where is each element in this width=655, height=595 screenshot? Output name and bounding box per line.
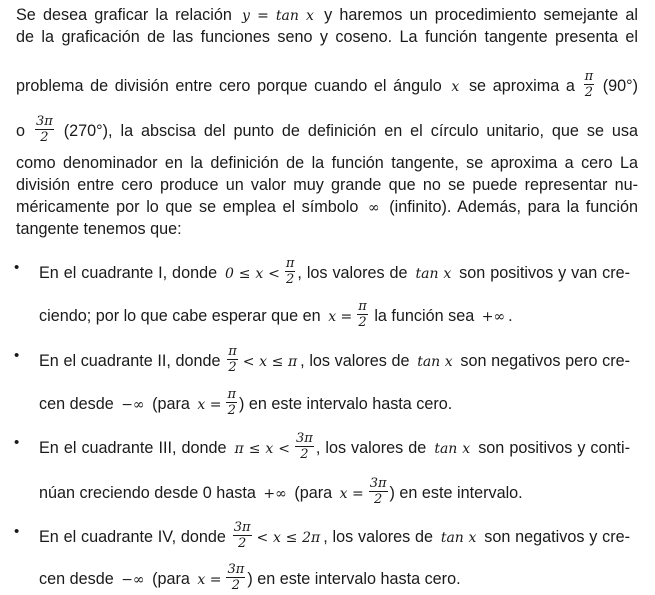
bullet-1-line-2 [39, 301, 513, 332]
text: problema de división entre cero porque cuando el ángulo [16, 76, 442, 95]
text: (90°) [602, 76, 639, 95]
denominator: 2 [228, 360, 237, 375]
fraction [285, 256, 296, 287]
math-expr: +∞ [263, 485, 287, 502]
paragraph-line-3 [16, 71, 638, 102]
math-relation: y = tan x [242, 8, 314, 24]
text: (para [294, 483, 333, 502]
fraction [227, 344, 238, 375]
fraction [357, 299, 368, 330]
math-expr: π ≤ x < [234, 440, 290, 457]
fraction [226, 562, 245, 593]
fraction [226, 387, 237, 418]
math-expr: 0 ≤ x < [225, 265, 280, 282]
text: cen desde [39, 394, 114, 413]
bullet-1-line-1 [39, 258, 630, 289]
denominator: 2 [40, 130, 49, 145]
math-expr: x = [339, 485, 364, 502]
denominator: 2 [358, 315, 367, 330]
numerator: 3π [35, 114, 53, 129]
text: son positivos y conti- [478, 438, 631, 457]
text: núan creciendo desde 0 hasta [39, 483, 256, 502]
text: méricamente por lo que se emplea el símbolo [16, 198, 359, 216]
fraction [233, 520, 252, 551]
fraction [584, 69, 595, 100]
math-expr: tan x [417, 353, 453, 370]
text: . [508, 306, 513, 325]
text: Se desea graficar la relación [16, 6, 232, 24]
text: se aproxima a [468, 76, 575, 95]
paragraph-line-4 [16, 116, 638, 147]
text: (270°), la abscisa del punto de definición en el círculo unitario, que se usa [63, 121, 639, 140]
math-expr: −∞ [121, 571, 145, 588]
text: (infinito). Además, para la función [389, 198, 639, 216]
numerator: π [358, 299, 367, 314]
text: son negativos y cre- [484, 527, 630, 546]
text: , los valores de [315, 438, 427, 457]
math-expr: tan x [440, 529, 477, 546]
text: ) en este intervalo hasta cero. [239, 394, 453, 413]
math-expr: < x ≤ 2π [256, 529, 321, 546]
math-symbol: ∞ [367, 200, 380, 216]
bullet-3-line-1 [39, 433, 630, 464]
paragraph-line-8: tangente tenemos que: [16, 220, 182, 238]
numerator: π [227, 387, 237, 402]
denominator: 2 [227, 403, 236, 418]
text: son positivos y van cre- [459, 263, 630, 282]
denominator: 2 [286, 272, 295, 287]
bullet-2-line-2 [39, 389, 452, 420]
paragraph-line-2: de la graficación de las funciones seno y coseno. La función tangente presenta el [16, 28, 638, 46]
denominator: 2 [231, 578, 241, 593]
paragraph-line-1 [16, 5, 638, 26]
bullet-marker: • [14, 347, 20, 364]
fraction [295, 431, 314, 462]
text: ) en este intervalo. [389, 483, 523, 502]
math-expr: x = [197, 396, 222, 413]
numerator: π [285, 256, 295, 271]
paragraph-line-6: división entre cero produce un valor muy grande que no se puede representar nu- [16, 176, 638, 194]
bullet-2-line-1 [39, 346, 630, 377]
bullet-marker: • [14, 523, 20, 540]
text: , los valores de [297, 263, 408, 282]
paragraph-line-7 [16, 197, 638, 218]
fraction [35, 114, 54, 145]
numerator: 3π [233, 520, 251, 535]
text: En el cuadrante II, donde [39, 351, 221, 370]
text: En el cuadrante I, donde [39, 263, 218, 282]
fraction [369, 476, 388, 507]
math-expr: tan x [434, 440, 471, 457]
numerator: 3π [369, 476, 387, 491]
math-expr: x = [197, 571, 222, 588]
denominator: 2 [584, 85, 593, 100]
paragraph-line-5: como denominador en la definición de la función tangente, se aproxima a cero La [16, 154, 638, 172]
text: (para [152, 569, 190, 588]
bullet-4-line-1 [39, 522, 630, 553]
math-expr: −∞ [121, 396, 145, 413]
text: son negativos pero cre- [460, 351, 631, 370]
denominator: 2 [373, 492, 383, 507]
text: cen desde [39, 569, 114, 588]
math-expr: +∞ [481, 308, 506, 325]
text: En el cuadrante III, donde [39, 438, 227, 457]
numerator: π [228, 344, 237, 359]
text: la función sea [374, 306, 475, 325]
bullet-4-line-2 [39, 564, 461, 595]
math-expr: tan x [415, 265, 452, 282]
text: ciendo; por lo que cabe esperar que en [39, 306, 321, 325]
denominator: 2 [237, 536, 247, 551]
text: y haremos un procedimiento semejante al [324, 6, 639, 24]
math-expr: < x ≤ π [242, 353, 298, 370]
text: , los valores de [300, 351, 410, 370]
bullet-marker: • [14, 259, 20, 276]
text: (para [152, 394, 190, 413]
bullet-3-line-2 [39, 478, 523, 509]
text: ) en este intervalo hasta cero. [247, 569, 461, 588]
numerator: 3π [296, 431, 313, 446]
math-expr: x = [328, 308, 353, 325]
numerator: π [584, 69, 594, 84]
text: En el cuadrante IV, donde [39, 527, 226, 546]
text: , los valores de [323, 527, 434, 546]
math-var: x [451, 78, 460, 95]
text: o [16, 121, 26, 140]
bullet-marker: • [14, 434, 20, 451]
denominator: 2 [300, 447, 309, 462]
numerator: 3π [227, 562, 245, 577]
